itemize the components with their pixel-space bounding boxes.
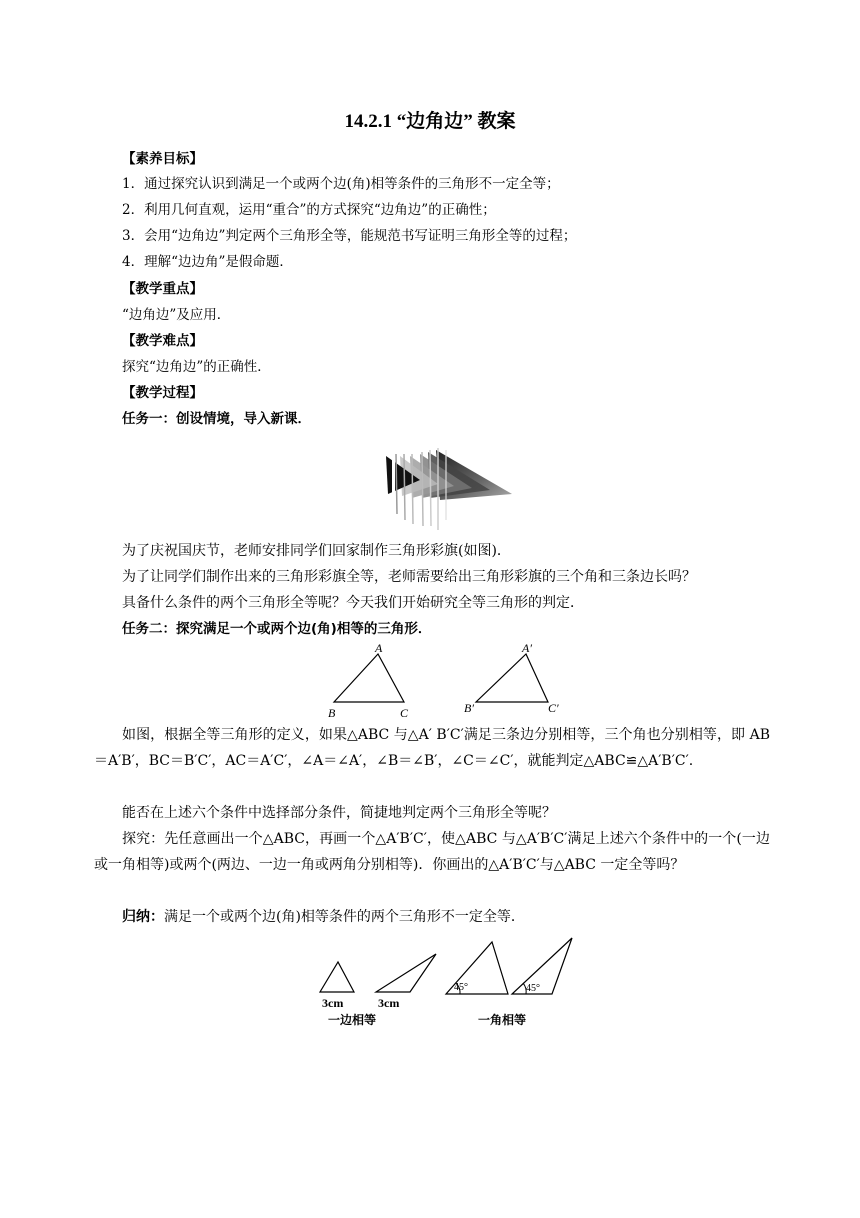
vertex-c-prime: C′ xyxy=(548,701,559,715)
goal-item-4: 4．理解“边边角”是假命题． xyxy=(122,254,293,270)
key-text: “边角边”及应用． xyxy=(122,307,231,323)
angle-triangle-2 xyxy=(512,938,572,994)
goal-item-1: 1．通过探究认识到满足一个或两个边(角)相等条件的三角形不一定全等； xyxy=(122,176,560,192)
page-title: 14.2.1 “边角边” 教案 xyxy=(344,111,516,132)
paragraph-6: 探究：先任意画出一个△ABC，再画一个△A′B′C′，使△ABC 与△A′B′C′满足上述六个条件中的一个(一边或一角相等)或两个(两边、一边一角或两角分别相等)．你画出的△A′B′C′与△ABC 一定全等吗？ xyxy=(94,831,770,873)
length-label-1: 3cm xyxy=(322,996,344,1010)
goal-item-2: 2．利用几何直观，运用“重合”的方式探究“边角边”的正确性； xyxy=(122,202,496,218)
triangle-a2b2c2 xyxy=(476,654,548,702)
caption-one-side: 一边相等 xyxy=(328,1013,377,1027)
vertex-a: A xyxy=(375,641,383,655)
flags-image xyxy=(380,444,520,532)
paragraph-3: 具备什么条件的两个三角形全等呢？今天我们开始研究全等三角形的判定． xyxy=(122,595,584,611)
angle-label-1: 45° xyxy=(454,982,468,993)
paragraph-4: 如图，根据全等三角形的定义，如果△ABC 与△A′ B′C′满足三条边分别相等，三个角也分别相等，即 AB＝A′B′，BC＝B′C′，AC＝A′C′，∠A＝∠A′，∠B＝∠B′，∠C＝∠C′，就能判定△ABC≌△A′B′C′. xyxy=(94,727,770,769)
vertex-a-prime: A′ xyxy=(522,641,532,655)
goal-item-3: 3．会用“边角边”判定两个三角形全等，能规范书写证明三角形全等的过程； xyxy=(122,228,577,244)
examples-figure xyxy=(312,934,580,1034)
thin-triangle xyxy=(376,954,436,992)
triangles-figure xyxy=(320,640,590,722)
goals-heading: 【素养目标】 xyxy=(122,151,203,167)
vertex-c: C xyxy=(400,706,409,720)
length-label-2: 3cm xyxy=(378,996,400,1010)
paragraph-2: 为了让同学们制作出来的三角形彩旗全等，老师需要给出三角形彩旗的三个角和三条边长吗？ xyxy=(122,569,696,585)
vertex-b-prime: B′ xyxy=(464,701,474,715)
conclusion xyxy=(94,904,770,930)
vertex-b: B xyxy=(328,706,336,720)
key-heading: 【教学重点】 xyxy=(122,281,203,297)
paragraph-5: 能否在上述六个条件中选择部分条件，简捷地判定两个三角形全等呢？ xyxy=(122,805,556,821)
task2-heading: 任务二：探究满足一个或两个边(角)相等的三角形． xyxy=(122,621,432,637)
conclusion-label: 归纳： xyxy=(122,909,164,925)
angle-label-2: 45° xyxy=(526,983,540,994)
small-triangle xyxy=(320,962,354,992)
conclusion-text: 满足一个或两个边(角)相等条件的两个三角形不一定全等． xyxy=(164,909,525,925)
difficulty-heading: 【教学难点】 xyxy=(122,333,203,349)
triangle-abc xyxy=(334,654,404,702)
difficulty-text: 探究“边角边”的正确性． xyxy=(122,359,271,375)
process-heading: 【教学过程】 xyxy=(122,385,203,401)
caption-one-angle: 一角相等 xyxy=(478,1013,527,1027)
task1-heading: 任务一：创设情境，导入新课． xyxy=(122,411,311,427)
paragraph-1: 为了庆祝国庆节，老师安排同学们回家制作三角形彩旗(如图)． xyxy=(122,543,511,559)
